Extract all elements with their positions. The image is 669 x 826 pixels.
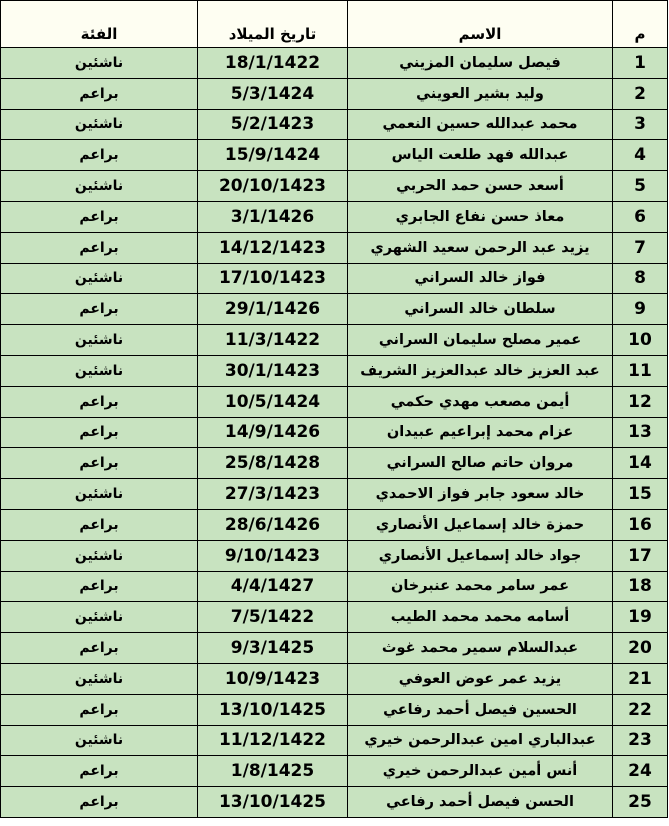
row-number: 10 <box>613 325 668 356</box>
table-row <box>1 694 668 725</box>
category: براعم <box>1 417 198 448</box>
birth-date: 5/3/1424 <box>198 78 348 109</box>
player-name: يزيد عمر عوض العوفي <box>348 663 613 694</box>
category: براعم <box>1 140 198 171</box>
birth-date: 1/8/1425 <box>198 756 348 787</box>
birth-date: 4/4/1427 <box>198 571 348 602</box>
player-name: جواد خالد إسماعيل الأنصاري <box>348 540 613 571</box>
row-number: 17 <box>613 540 668 571</box>
category: ناشئين <box>1 355 198 386</box>
category: براعم <box>1 756 198 787</box>
row-number: 11 <box>613 355 668 386</box>
player-name: عبدالسلام سمير محمد غوث <box>348 633 613 664</box>
row-number: 2 <box>613 78 668 109</box>
category: براعم <box>1 386 198 417</box>
row-number: 19 <box>613 602 668 633</box>
category: ناشئين <box>1 725 198 756</box>
table-row <box>1 263 668 294</box>
table-row <box>1 448 668 479</box>
header-category: الفئة <box>1 1 198 48</box>
player-name: عبدالله فهد طلعت الياس <box>348 140 613 171</box>
player-name: الحسن فيصل أحمد رفاعي <box>348 787 613 818</box>
category: براعم <box>1 232 198 263</box>
row-number: 20 <box>613 633 668 664</box>
birth-date: 9/3/1425 <box>198 633 348 664</box>
birth-date: 27/3/1423 <box>198 479 348 510</box>
player-name: سلطان خالد السراني <box>348 294 613 325</box>
player-name: عزام محمد إبراعيم عبيدان <box>348 417 613 448</box>
row-number: 9 <box>613 294 668 325</box>
row-number: 12 <box>613 386 668 417</box>
table-row <box>1 386 668 417</box>
birth-date: 18/1/1422 <box>198 48 348 79</box>
row-number: 7 <box>613 232 668 263</box>
category: براعم <box>1 201 198 232</box>
category: براعم <box>1 448 198 479</box>
table-row <box>1 201 668 232</box>
row-number: 25 <box>613 787 668 818</box>
player-name: وليد بشير العويني <box>348 78 613 109</box>
table-row <box>1 509 668 540</box>
category: ناشئين <box>1 48 198 79</box>
player-name: الحسين فيصل أحمد رفاعي <box>348 694 613 725</box>
player-name: أيمن مصعب مهدي حكمي <box>348 386 613 417</box>
table-row <box>1 756 668 787</box>
player-name: عبدالباري امين عبدالرحمن خيري <box>348 725 613 756</box>
row-number: 23 <box>613 725 668 756</box>
table-row <box>1 325 668 356</box>
table-row <box>1 78 668 109</box>
birth-date: 11/12/1422 <box>198 725 348 756</box>
table-row <box>1 633 668 664</box>
row-number: 16 <box>613 509 668 540</box>
birth-date: 13/10/1425 <box>198 694 348 725</box>
player-name: فواز خالد السراني <box>348 263 613 294</box>
header-name: الاسم <box>348 1 613 48</box>
birth-date: 14/12/1423 <box>198 232 348 263</box>
row-number: 4 <box>613 140 668 171</box>
player-name: فيصل سليمان المزيني <box>348 48 613 79</box>
player-name: عمر سامر محمد عنبرخان <box>348 571 613 602</box>
birth-date: 30/1/1423 <box>198 355 348 386</box>
category: براعم <box>1 294 198 325</box>
table-row <box>1 571 668 602</box>
header-num: م <box>613 1 668 48</box>
birth-date: 11/3/1422 <box>198 325 348 356</box>
category: ناشئين <box>1 325 198 356</box>
row-number: 22 <box>613 694 668 725</box>
player-name: معاذ حسن نفاع الجابري <box>348 201 613 232</box>
table-row <box>1 355 668 386</box>
birth-date: 13/10/1425 <box>198 787 348 818</box>
row-number: 6 <box>613 201 668 232</box>
category: براعم <box>1 78 198 109</box>
player-name: مروان حاتم صالح السراني <box>348 448 613 479</box>
table-row <box>1 171 668 202</box>
table-row <box>1 479 668 510</box>
row-number: 3 <box>613 109 668 140</box>
table-row <box>1 663 668 694</box>
player-name: أنس أمين عبدالرحمن خيري <box>348 756 613 787</box>
table-row <box>1 725 668 756</box>
player-name: يزيد عبد الرحمن سعيد الشهري <box>348 232 613 263</box>
player-name: عبد العزيز خالد عبدالعزيز الشريف <box>348 355 613 386</box>
table-row <box>1 232 668 263</box>
table-row <box>1 787 668 818</box>
birth-date: 25/8/1428 <box>198 448 348 479</box>
category: براعم <box>1 509 198 540</box>
birth-date: 15/9/1424 <box>198 140 348 171</box>
birth-date: 28/6/1426 <box>198 509 348 540</box>
row-number: 15 <box>613 479 668 510</box>
category: براعم <box>1 694 198 725</box>
player-name: خالد سعود جابر فواز الاحمدي <box>348 479 613 510</box>
table-row <box>1 294 668 325</box>
table-row <box>1 417 668 448</box>
category: ناشئين <box>1 540 198 571</box>
birth-date: 10/9/1423 <box>198 663 348 694</box>
header-row <box>1 1 668 48</box>
birth-date: 29/1/1426 <box>198 294 348 325</box>
player-name: أسعد حسن حمد الحربي <box>348 171 613 202</box>
player-name: عمير مصلح سليمان السراني <box>348 325 613 356</box>
birth-date: 5/2/1423 <box>198 109 348 140</box>
row-number: 14 <box>613 448 668 479</box>
table-row <box>1 48 668 79</box>
birth-date: 9/10/1423 <box>198 540 348 571</box>
category: براعم <box>1 571 198 602</box>
table-row <box>1 602 668 633</box>
category: ناشئين <box>1 171 198 202</box>
player-name: حمزة خالد إسماعيل الأنصاري <box>348 509 613 540</box>
birth-date: 3/1/1426 <box>198 201 348 232</box>
player-name: أسامه محمد محمد الطيب <box>348 602 613 633</box>
row-number: 1 <box>613 48 668 79</box>
table-row <box>1 540 668 571</box>
row-number: 24 <box>613 756 668 787</box>
header-birth-date: تاريخ الميلاد <box>198 1 348 48</box>
row-number: 21 <box>613 663 668 694</box>
table-row <box>1 140 668 171</box>
category: براعم <box>1 787 198 818</box>
category: ناشئين <box>1 479 198 510</box>
table-row <box>1 109 668 140</box>
birth-date: 17/10/1423 <box>198 263 348 294</box>
category: ناشئين <box>1 109 198 140</box>
category: ناشئين <box>1 263 198 294</box>
category: ناشئين <box>1 602 198 633</box>
player-name: محمد عبدالله حسين النعمي <box>348 109 613 140</box>
row-number: 13 <box>613 417 668 448</box>
category: براعم <box>1 633 198 664</box>
category: ناشئين <box>1 663 198 694</box>
birth-date: 14/9/1426 <box>198 417 348 448</box>
row-number: 5 <box>613 171 668 202</box>
birth-date: 7/5/1422 <box>198 602 348 633</box>
birth-date: 20/10/1423 <box>198 171 348 202</box>
birth-date: 10/5/1424 <box>198 386 348 417</box>
row-number: 18 <box>613 571 668 602</box>
row-number: 8 <box>613 263 668 294</box>
